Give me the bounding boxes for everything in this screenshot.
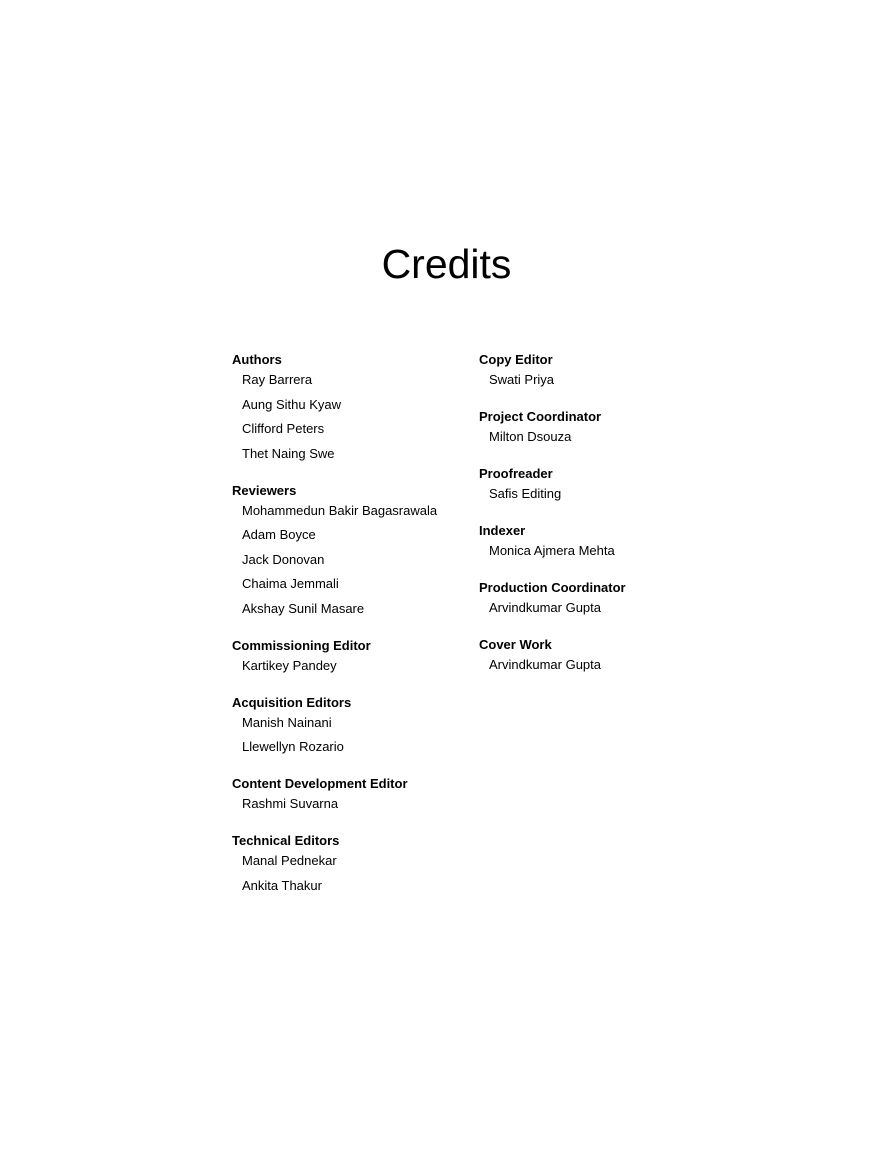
credit-name: Swati Priya	[489, 372, 555, 387]
credit-name: Manish Nainani	[242, 714, 332, 730]
section-heading: Proofreader	[479, 466, 553, 481]
credit-name: Adam Boyce	[242, 527, 316, 542]
credit-name: Aung Sithu Kyaw	[242, 396, 342, 412]
section-heading: Content Development Editor	[232, 776, 408, 791]
credits-section-project-coordinator	[479, 408, 699, 445]
section-heading: Project Coordinator	[479, 409, 602, 424]
section-heading: Cover Work	[479, 637, 552, 652]
section-heading: Commissioning Editor	[232, 637, 371, 653]
credit-name: Arvindkumar Gupta	[489, 600, 601, 615]
credit-name: Akshay Sunil Masare	[242, 600, 365, 616]
credit-name: Manal Pednekar	[242, 853, 337, 868]
credits-section-acquisition-editors	[232, 694, 472, 756]
section-heading: Acquisition Editors	[232, 694, 352, 710]
credit-name: Jack Donovan	[242, 551, 325, 567]
credit-name: Milton Dsouza	[489, 429, 572, 444]
credits-left-column	[232, 351, 472, 914]
credits-section-proofreader	[479, 465, 699, 502]
credit-name: Thet Naing Swe	[242, 445, 335, 461]
section-heading: Copy Editor	[479, 352, 553, 367]
credits-section-content-development-editor	[232, 775, 472, 812]
credit-name: Ankita Thakur	[242, 877, 322, 893]
page-title: Credits	[381, 241, 512, 287]
credit-name: Safis Editing	[489, 486, 562, 501]
credits-section-technical-editors	[232, 832, 472, 894]
section-heading: Reviewers	[232, 482, 297, 498]
credit-name: Kartikey Pandey	[242, 657, 337, 673]
credit-name: Llewellyn Rozario	[242, 739, 344, 754]
credit-name: Chaima Jemmali	[242, 576, 339, 591]
credit-name: Monica Ajmera Mehta	[489, 543, 615, 558]
credits-section-authors	[232, 351, 472, 462]
credit-name: Arvindkumar Gupta	[489, 657, 601, 672]
credit-name: Ray Barrera	[242, 372, 313, 387]
credits-section-production-coordinator	[479, 579, 699, 616]
section-heading: Production Coordinator	[479, 580, 626, 595]
credits-section-indexer	[479, 522, 699, 559]
credit-name: Mohammedun Bakir Bagasrawala	[242, 502, 438, 518]
credit-name: Rashmi Suvarna	[242, 796, 339, 811]
section-heading: Indexer	[479, 523, 526, 538]
section-heading: Technical Editors	[232, 833, 340, 848]
section-heading: Authors	[232, 352, 282, 367]
credits-right-column	[479, 351, 699, 693]
credit-name: Clifford Peters	[242, 421, 325, 436]
credits-section-copy-editor	[479, 351, 699, 388]
credits-section-cover-work	[479, 636, 699, 673]
credits-section-commissioning-editor	[232, 637, 472, 674]
credits-section-reviewers	[232, 482, 472, 617]
